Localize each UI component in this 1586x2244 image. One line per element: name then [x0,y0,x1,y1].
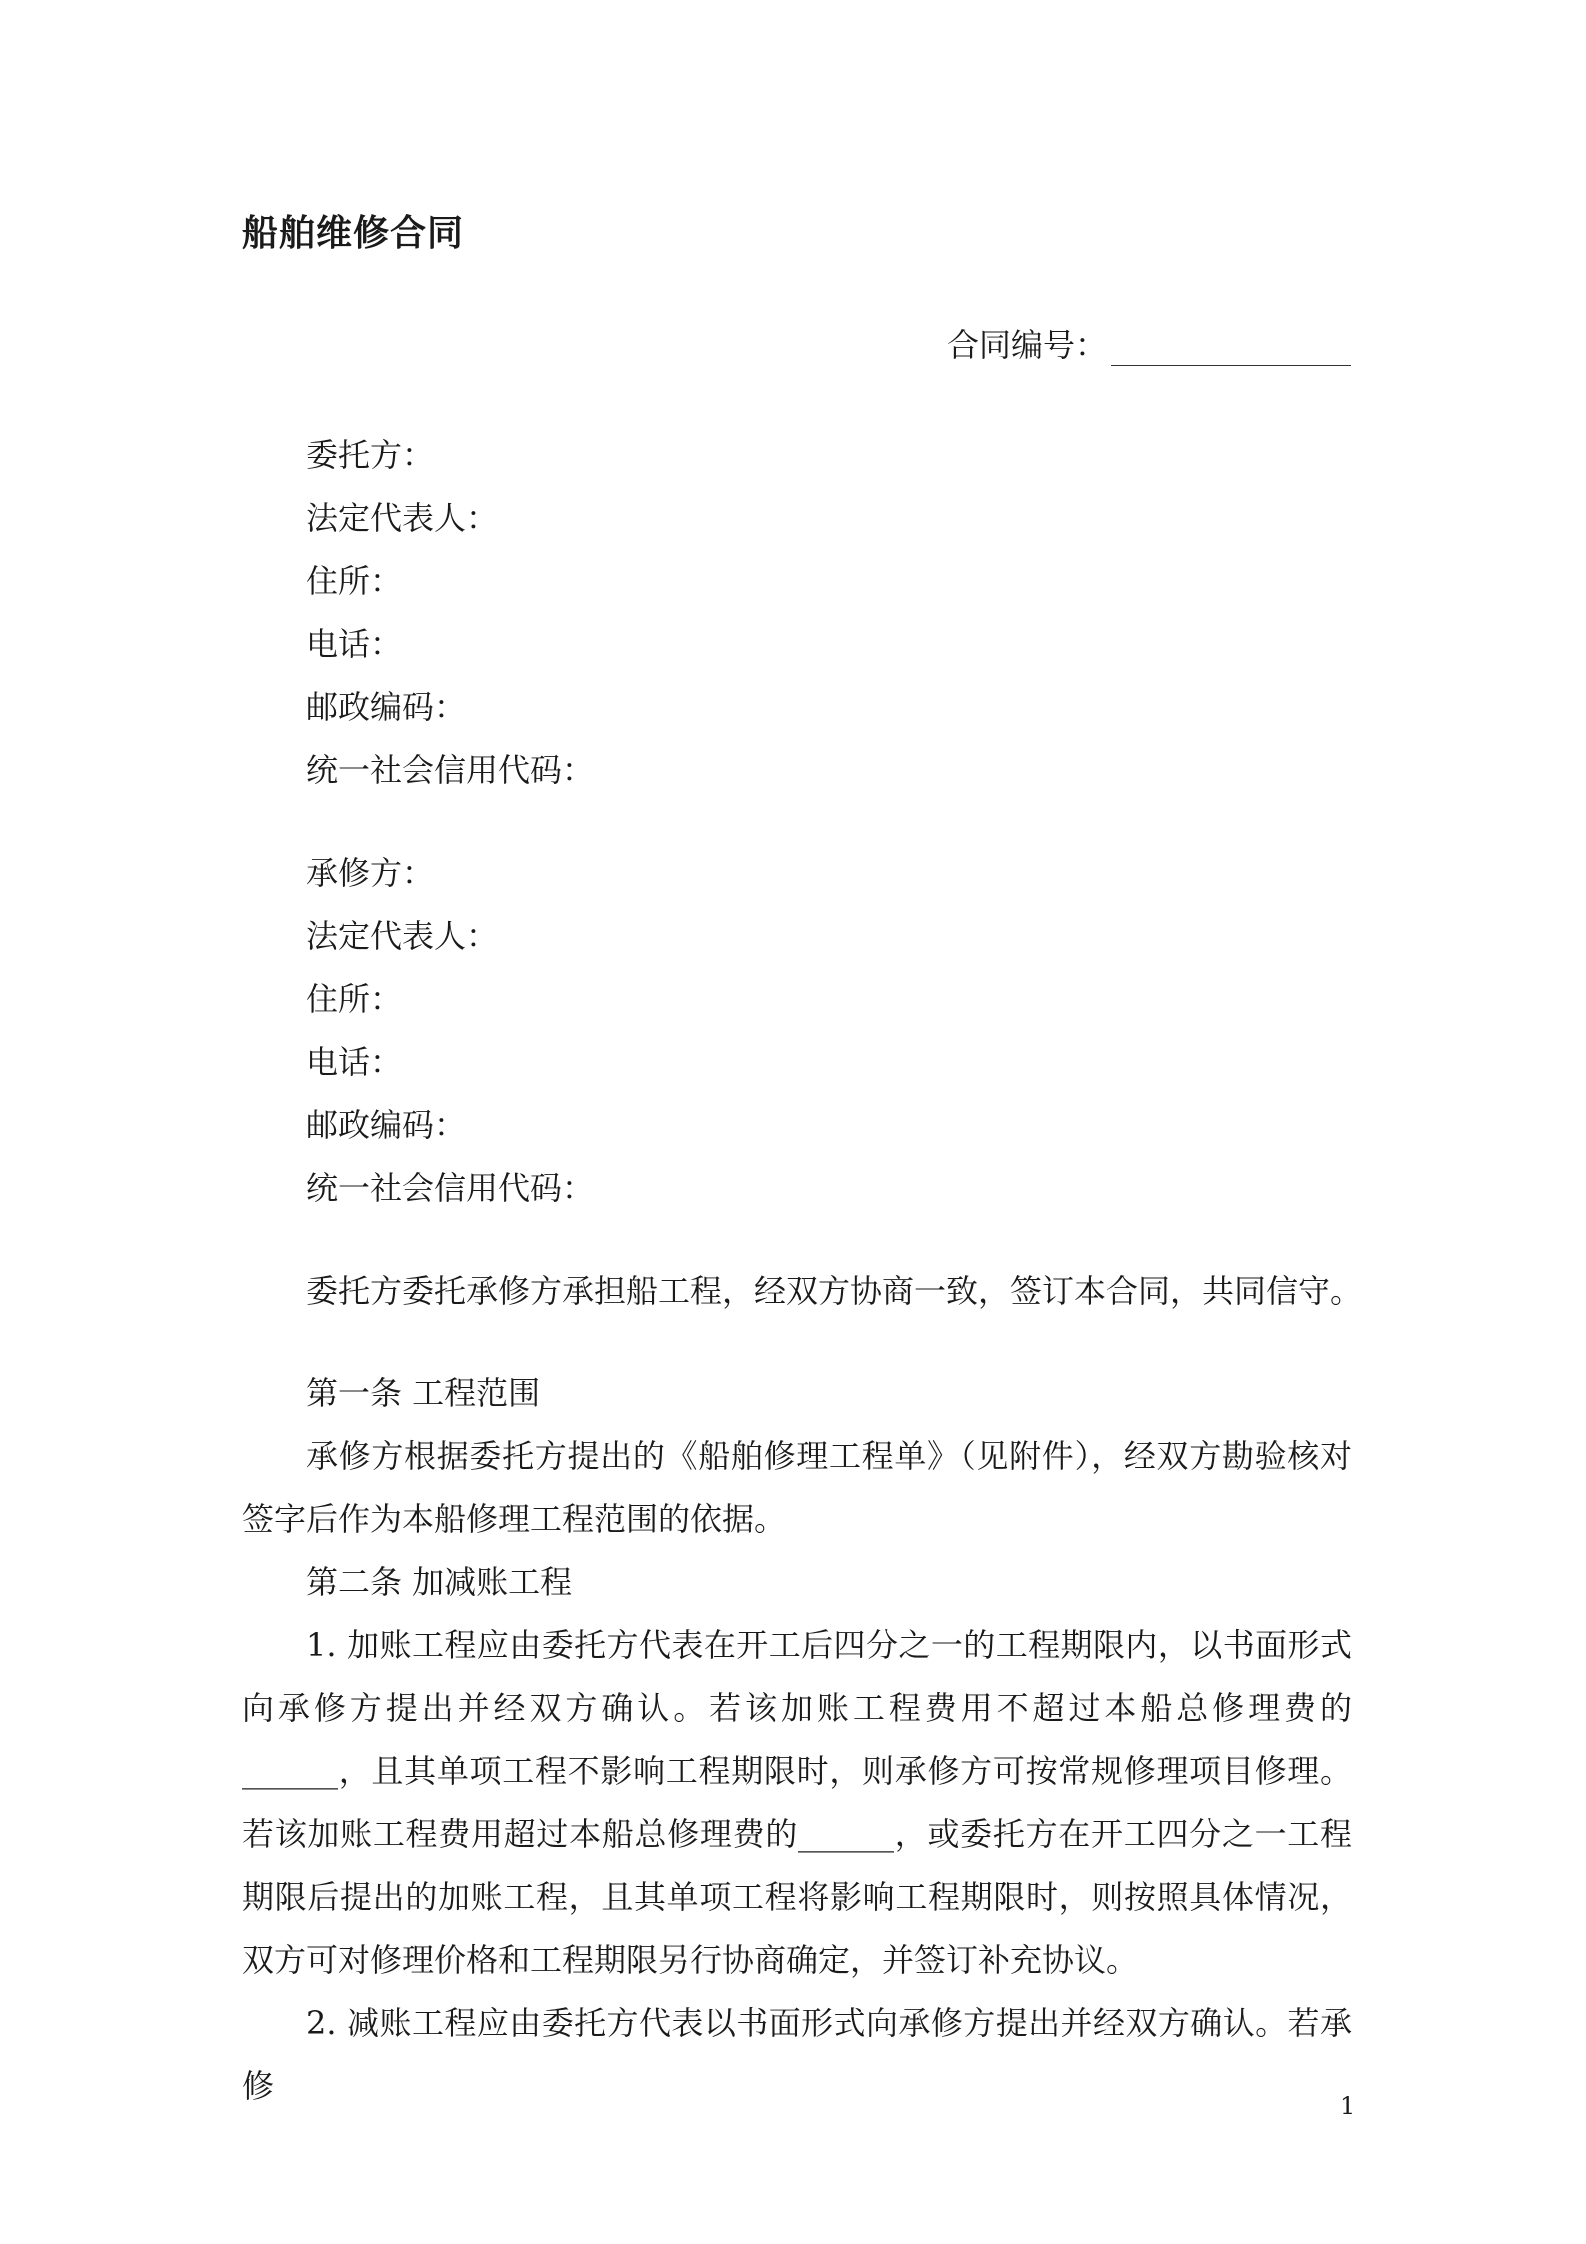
contractor-postcode-label: 邮政编码： [306,1106,467,1144]
client-party-row [306,430,434,476]
contractor-credit-code-label: 统一社会信用代码： [306,1169,595,1207]
contract-number-label: 合同编号： [947,326,1108,364]
client-credit-code-row [306,745,594,791]
article-1-text: 承修方根据委托方提出的《船舶修理工程单》（见附件），经双方勘验核对签字后作为本船修理工程范围的依据。 [242,1437,1352,1538]
contractor-party-row [306,848,434,894]
contractor-phone-row [306,1037,402,1083]
client-party-label: 委托方： [306,436,435,474]
intro-paragraph: 委托方委托承修方承担船工程，经双方协商一致，签订本合同，共同信守。 [306,1272,1363,1310]
article-2-item-2: 2. 减账工程应由委托方代表以书面形式向承修方提出并经双方确认。若承修 [242,2004,1352,2105]
contractor-address-label: 住所： [306,980,403,1018]
client-rep-row [306,493,498,539]
contract-number-blank[interactable] [1111,329,1351,366]
client-credit-code-label: 统一社会信用代码： [306,751,595,789]
contractor-address-row [306,974,402,1020]
contractor-phone-label: 电话： [306,1043,403,1081]
article-2-heading: 第二条 加减账工程 [306,1563,573,1601]
document-title: 船舶维修合同 [242,212,465,254]
contractor-rep-row [306,911,498,957]
contractor-party-label: 承修方： [306,854,435,892]
contract-number-field [947,320,1351,366]
client-rep-label: 法定代表人： [306,499,499,537]
article-2-item-1: 1. 加账工程应由委托方代表在开工后四分之一的工程期限内，以书面形式向承修方提出并经双方确认。若该加账工程费用不超过本船总修理费的______，且其单项工程不影响工程期限时，则承修方可按常规修理项目修理。若该加账工程费用超过本船总修理费的______，或委托方在开工四分之一工程期限后提出的加账工程，且其单项工程将影响工程期限时，则按照具体情况，双方可对修理价格和工程期限另行协商确定，并签订补充协议。 [242,1626,1352,1979]
client-address-label: 住所： [306,562,403,600]
client-postcode-label: 邮政编码： [306,688,467,726]
contractor-credit-code-row [306,1163,594,1209]
client-address-row [306,556,402,602]
contractor-postcode-row [306,1100,466,1146]
client-postcode-row [306,682,466,728]
article-1-heading: 第一条 工程范围 [306,1374,541,1412]
page-number: 1 [1340,2092,1356,2120]
client-phone-label: 电话： [306,625,403,663]
contractor-rep-label: 法定代表人： [306,917,499,955]
client-phone-row [306,619,402,665]
